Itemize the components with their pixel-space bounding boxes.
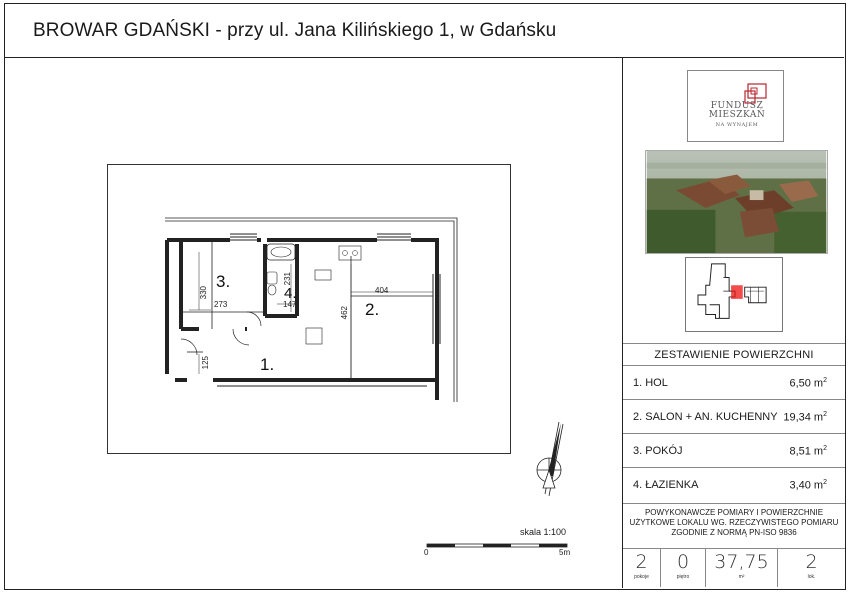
fund-logo <box>687 70 784 142</box>
room-number-1: 1. <box>260 355 275 374</box>
area-row-hall <box>623 366 845 400</box>
area-row-name: 1. HOL <box>633 377 668 389</box>
key-plan-image <box>685 257 783 332</box>
area-row-room <box>623 434 845 468</box>
stat-rooms: 2 pokoje <box>623 549 661 587</box>
area-row-name: 4. ŁAZIENKA <box>633 479 699 491</box>
area-summary-heading: ZESTAWIENIE POWIERZCHNI <box>623 343 845 366</box>
logo-line-1: FUNDUSZ <box>710 101 764 111</box>
dim-room3-height: 330 <box>199 286 208 300</box>
stat-area: 37,75 m² <box>706 549 778 587</box>
aerial-view-image <box>645 150 828 254</box>
dim-room2-height: 462 <box>340 306 349 320</box>
logo-line-2: MIESZKAŃ <box>708 110 766 121</box>
dim-bath-width: 147 <box>283 300 297 309</box>
area-row-name: 3. POKÓJ <box>633 445 683 457</box>
stat-unit: 2 lok. <box>805 551 818 580</box>
logo-text <box>692 102 782 128</box>
area-row-value: 8,51 $m^2$ <box>789 445 827 458</box>
area-row-bathroom <box>623 468 845 504</box>
scale-end: 5m <box>559 548 571 557</box>
dim-room3-width: 273 <box>214 300 228 309</box>
area-row-value: 6,50 $m^2$ <box>789 377 827 390</box>
room-number-3: 3. <box>216 272 231 291</box>
dim-bath-height: 231 <box>283 272 292 286</box>
area-row-name: 2. SALON + AN. KUCHENNY <box>633 411 778 423</box>
area-row-value: 3,40 $m^2$ <box>789 479 827 492</box>
area-row-value: 19,34 $m^2$ <box>783 411 827 424</box>
room-number-2: 2. <box>365 300 380 319</box>
room-number-4: 4. <box>284 285 297 302</box>
dim-room2-width: 404 <box>375 286 389 295</box>
page-title: BROWAR GDAŃSKI - przy ul. Jana Kilińskiego 1, w Gdańsku <box>33 20 557 41</box>
area-row-living <box>623 400 845 434</box>
scale-label: skala 1:100 <box>520 527 567 537</box>
scale-bar <box>426 542 572 550</box>
floor-plan-drawing <box>107 164 511 454</box>
dim-hall-width: 125 <box>201 356 210 370</box>
logo-line-3: NA WYNAJEM <box>715 121 759 128</box>
title-bar <box>5 4 844 58</box>
north-compass-icon <box>527 418 573 500</box>
stat-floor: 0 piętro <box>661 549 706 587</box>
info-panel <box>622 58 844 588</box>
apartment-stats <box>623 549 845 587</box>
scale-start: 0 <box>424 548 429 557</box>
measurement-note: POWYKONAWCZE POMIARY I POWIERZCHNIE UŻYTKOWE LOKALU WG. RZECZYWISTEGO POMIARU ZGODNIE Z NORMĄ PN-ISO 9836 <box>623 504 845 549</box>
